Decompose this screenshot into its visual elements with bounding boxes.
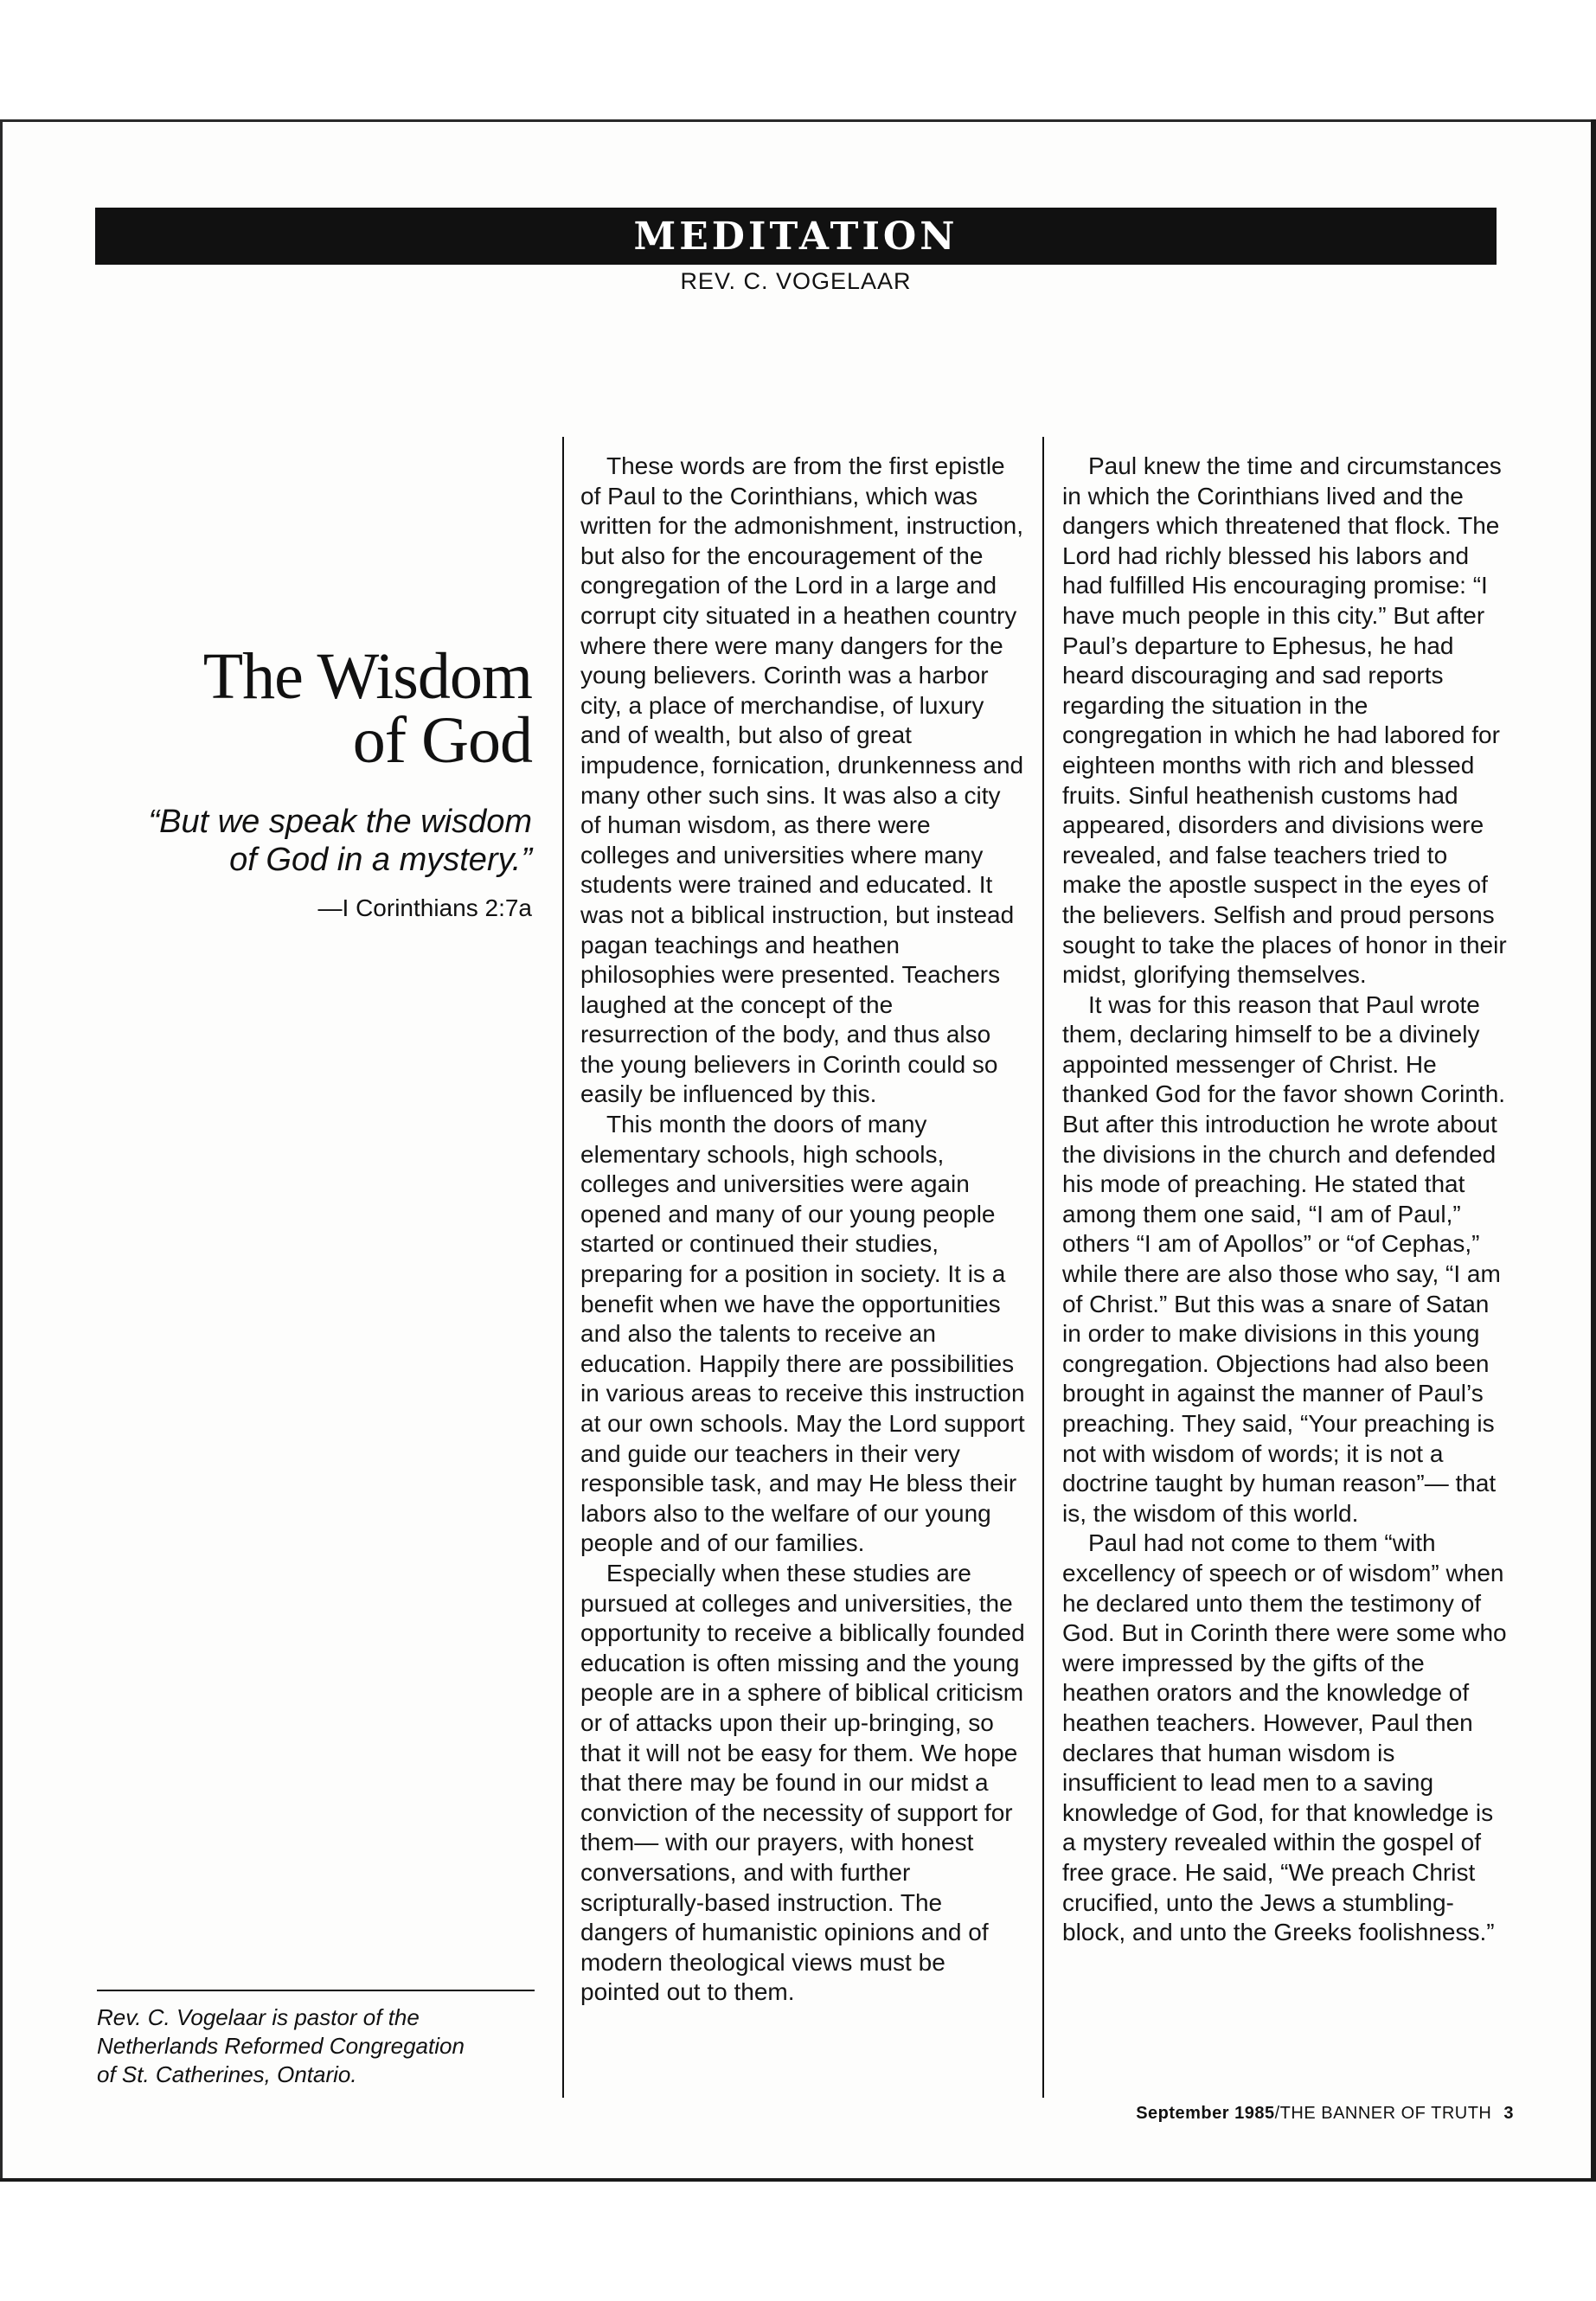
article-title <box>130 640 532 777</box>
body-column-1 <box>580 452 1026 2008</box>
bio-divider <box>97 1990 535 1991</box>
scripture-quote-line-1: “But we speak the wisdom <box>148 804 532 840</box>
scripture-reference: —I Corinthians 2:7a <box>317 894 532 921</box>
footer-publication: /THE BANNER OF TRUTH <box>1274 2104 1492 2123</box>
column-rule-right <box>1042 437 1044 2098</box>
article-title-line-2: of God <box>352 704 532 777</box>
section-title: MEDITATION <box>633 214 958 259</box>
author-bio <box>97 2003 538 2089</box>
scan-edge-bottom <box>0 2178 1596 2182</box>
scripture-quote <box>95 803 532 879</box>
author-bio-line-2: Netherlands Reformed Congregation <box>97 2033 465 2059</box>
paragraph: Paul knew the time and circumstances in which the Corinthians lived and the dangers which threatened that flock. The Lord had richly blessed his labors and had fulfilled His encouraging promise: “I have much people in this city.” But after Paul’s departure to Ephesus, he had heard discouraging and sad reports regarding the situation in the congregation in which he had labored for eighteen months with rich and blessed fruits. Sinful heathenish customs had appeared, disorders and divisions were revealed, and false teachers tried to make the apostle suspect in the eyes of the believers. Selfish and proud persons sought to take the places of honor in their midst, glorifying themselves. <box>1062 452 1507 989</box>
page-footer <box>1038 2104 1514 2124</box>
paragraph: This month the doors of many elementary schools, high schools, colleges and universities were again opened and many of our young people started or continued their studies, preparing for a position in society. It is a benefit when we have the opportunities and also the talents to receive an education. Happily there are possibilities in various areas to receive this instruction at our own schools. May the Lord support and guide our teachers in their very responsible task, and may He bless their labors also to the welfare of our young people and of our families. <box>580 1111 1025 1557</box>
paragraph: It was for this reason that Paul wrote them, declaring himself to be a divinely appointed messenger of Christ. He thanked God for the favor shown Corinth. But after this introduction he wrote about the divisions in the church and defended his mode of preaching. He stated that among them one said, “I am of Paul,” others “I am of Apollos” or “of Cephas,” while there are also those who say, “I am of Christ.” But this was a snare of Satan in order to make divisions in this young congregation. Objections had also been brought in against the manner of Paul’s preaching. They said, “Your preaching is not with wisdom of words; it is not a doctrine taught by human reason”— that is, the wisdom of this world. <box>1062 990 1506 1527</box>
section-banner <box>95 208 1497 265</box>
paragraph: Paul had not come to them “with excellency of speech or of wisdom” when he declared unto them the testimony of God. But in Corinth there were some who were impressed by the gifts of the heathen orators and the knowledge of heathen teachers. However, Paul then declares that human wisdom is insufficient to lead men to a saving knowledge of God, for that knowledge is a mystery revealed within the gospel of free grace. He said, “We preach Christ crucified, unto the Jews a stumbling-block, and unto the Greeks foolishness.” <box>1062 1529 1507 1946</box>
author-bio-line-1: Rev. C. Vogelaar is pastor of the <box>97 2004 420 2030</box>
footer-date: September 1985 <box>1136 2104 1275 2123</box>
paragraph: Especially when these studies are pursued at colleges and universities, the opportunity to receive a biblically founded education is often missing and the young people are in a sphere of biblical criticism or of attacks upon their up-bringing, so that it will not be easy for them. We hope that there may be found in our midst a conviction of the necessity of support for them— with our prayers, with honest conversations, and with further scripturally-based instruction. The dangers of humanistic opinions and of modern theological views must be pointed out to them. <box>580 1559 1025 2006</box>
paragraph: These words are from the first epistle of Paul to the Corinthians, which was written for the admonishment, instruction, but also for the encouragement of the congregation of the Lord in a large and corrupt city situated in a heathen country where there were many dangers for the young believers. Corinth was a harbor city, a place of merchandise, of luxury and of wealth, but also of great impudence, fornication, drunkenness and many other such sins. It was also a city of human wisdom, as there were colleges and universities where many students were trained and educated. It was not a biblical instruction, but instead pagan teachings and heathen philosophies were presented. Teachers laughed at the concept of the resurrection of the body, and thus also the young believers in Corinth could so easily be influenced by this. <box>580 452 1024 1108</box>
author-bio-line-3: of St. Catherines, Ontario. <box>97 2061 357 2087</box>
scan-edge-right <box>1591 119 1596 2178</box>
scan-edge-left <box>0 119 3 2178</box>
scripture-quote-line-2: of God in a mystery.” <box>229 842 532 878</box>
page-number: 3 <box>1503 2104 1514 2123</box>
article-title-line-1: The Wisdom <box>202 640 532 713</box>
column-rule-left <box>562 437 564 2098</box>
author-byline: REV. C. VOGELAAR <box>680 268 912 294</box>
body-column-2 <box>1062 452 1512 1948</box>
